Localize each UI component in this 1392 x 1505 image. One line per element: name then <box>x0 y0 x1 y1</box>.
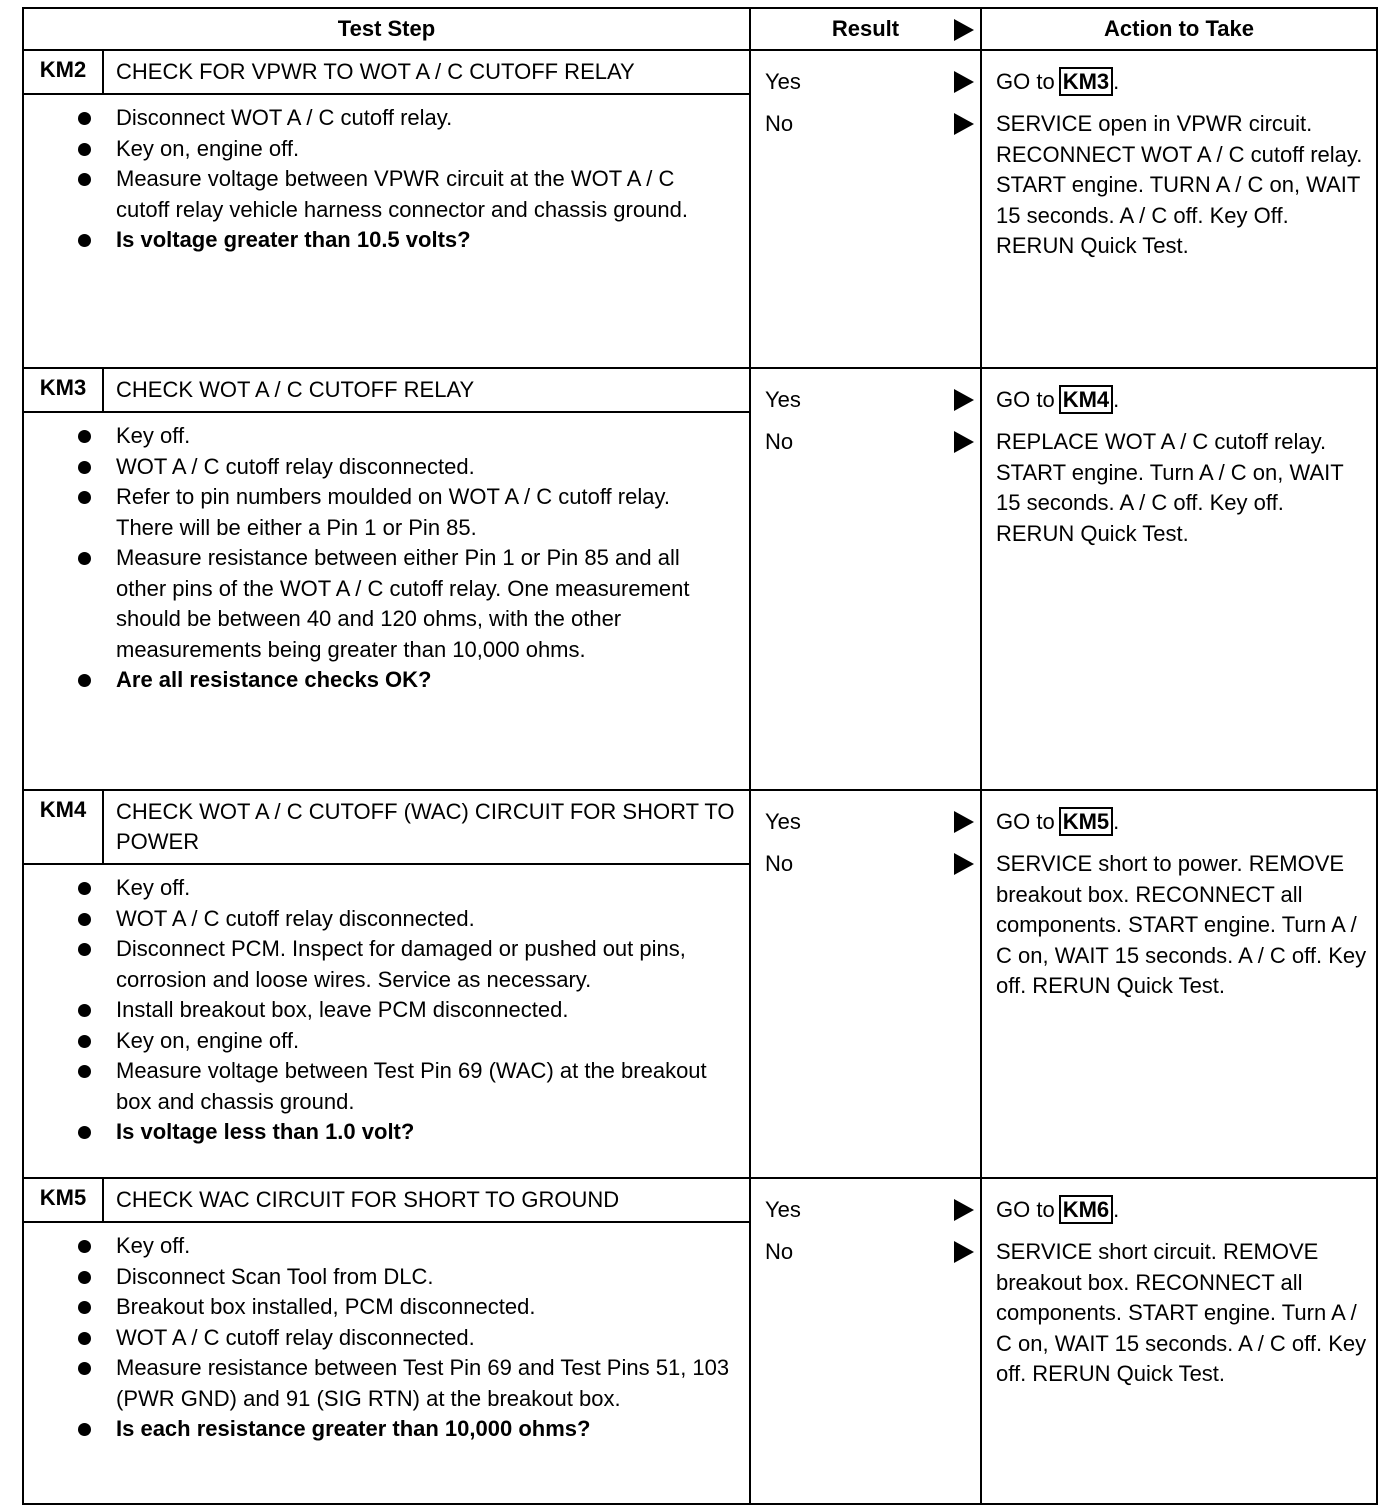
action-no: SERVICE short to power. REMOVE breakout box. RECONNECT all components. START engine. Turn A / C on, WAIT 15 seconds. A / C off. Key off. RERUN Quick Test. <box>996 851 1367 998</box>
step-question: Is each resistance greater than 10,000 ohms? <box>116 1414 733 1445</box>
result-no <box>751 427 980 469</box>
result-yes-label: Yes <box>765 69 801 94</box>
action-no: SERVICE short circuit. REMOVE breakout box. RECONNECT all components. START engine. Turn A / C on, WAIT 15 seconds. A / C off. Key off. RERUN Quick Test. <box>996 1239 1367 1386</box>
action-yes-suffix: . <box>1113 387 1120 412</box>
step-title: CHECK WAC CIRCUIT FOR SHORT TO GROUND <box>116 1187 620 1212</box>
step-question: Is voltage greater than 10.5 volts? <box>116 225 733 256</box>
action-yes <box>996 67 1368 109</box>
result-no <box>751 849 980 891</box>
test-step-cell <box>24 1179 751 1503</box>
result-no-label: No <box>765 851 794 876</box>
result-yes-label: Yes <box>765 387 801 412</box>
step-titlebar <box>24 1179 751 1223</box>
step-item-list <box>24 865 749 1154</box>
result-yes <box>751 807 980 849</box>
step-titlebar <box>24 791 751 865</box>
header-result-label: Result <box>831 16 900 41</box>
test-step-cell <box>24 791 751 1177</box>
action-yes <box>996 385 1368 427</box>
step-question: Are all resistance checks OK? <box>116 665 733 696</box>
result-yes-label: Yes <box>765 809 801 834</box>
step-item: Key on, engine off. <box>116 1026 733 1057</box>
table-row <box>24 369 1376 791</box>
result-no-label: No <box>765 111 794 136</box>
action-yes-prefix: GO to <box>996 809 1055 834</box>
action-cell <box>982 1179 1376 1503</box>
action-yes-suffix: . <box>1113 809 1120 834</box>
step-item: Measure resistance between Test Pin 69 and Test Pins 51, 103 (PWR GND) and 91 (SIG RTN) at the breakout box. <box>116 1353 733 1414</box>
result-cell <box>751 791 982 1177</box>
action-yes-suffix: . <box>1113 69 1120 94</box>
step-question: Is voltage less than 1.0 volt? <box>116 1117 733 1148</box>
step-item: Disconnect Scan Tool from DLC. <box>116 1262 733 1293</box>
arrow-right-icon <box>954 71 974 93</box>
action-no: REPLACE WOT A / C cutoff relay. START engine. Turn A / C on, WAIT 15 seconds. A / C off. Key off. RERUN Quick Test. <box>996 429 1344 546</box>
arrow-right-icon <box>954 1199 974 1221</box>
arrow-right-icon <box>954 1241 974 1263</box>
step-item-list <box>24 95 749 262</box>
step-reference: KM4 <box>1059 385 1113 414</box>
step-item: Measure voltage between Test Pin 69 (WAC) at the breakout box and chassis ground. <box>116 1056 733 1117</box>
arrow-right-icon <box>954 389 974 411</box>
result-cell <box>751 51 982 367</box>
header-action: Action to Take <box>1104 16 1254 41</box>
step-code: KM5 <box>24 1179 104 1221</box>
diagnostic-table <box>22 7 1378 1505</box>
header-result <box>751 9 982 49</box>
arrow-right-icon <box>954 853 974 875</box>
table-body <box>24 51 1376 1503</box>
step-item: Measure resistance between either Pin 1 or Pin 85 and all other pins of the WOT A / C cutoff relay. One measurement should be between 40 and 120 ohms, with the other measurements being greater than 10,000 ohms. <box>116 543 733 665</box>
result-no <box>751 1237 980 1279</box>
action-yes <box>996 807 1368 849</box>
step-item: Breakout box installed, PCM disconnected. <box>116 1292 733 1323</box>
step-reference: KM3 <box>1059 67 1113 96</box>
step-item: Disconnect WOT A / C cutoff relay. <box>116 103 733 134</box>
step-code: KM3 <box>24 369 104 411</box>
step-title: CHECK WOT A / C CUTOFF RELAY <box>116 377 475 402</box>
step-item: Key on, engine off. <box>116 134 733 165</box>
table-row <box>24 51 1376 369</box>
table-header <box>24 9 1376 51</box>
action-yes <box>996 1195 1368 1237</box>
step-item: Measure voltage between VPWR circuit at the WOT A / C cutoff relay vehicle harness connector and chassis ground. <box>116 164 733 225</box>
arrow-right-icon <box>954 113 974 135</box>
step-item: Key off. <box>116 421 733 452</box>
step-item: Refer to pin numbers moulded on WOT A / C cutoff relay. There will be either a Pin 1 or Pin 85. <box>116 482 733 543</box>
step-item: Disconnect PCM. Inspect for damaged or pushed out pins, corrosion and loose wires. Service as necessary. <box>116 934 733 995</box>
step-reference: KM6 <box>1059 1195 1113 1224</box>
step-title: CHECK WOT A / C CUTOFF (WAC) CIRCUIT FOR SHORT TO POWER <box>116 799 735 854</box>
action-yes-prefix: GO to <box>996 1197 1055 1222</box>
step-titlebar <box>24 369 751 413</box>
step-item: Key off. <box>116 873 733 904</box>
table-row <box>24 1179 1376 1503</box>
step-item: WOT A / C cutoff relay disconnected. <box>116 904 733 935</box>
result-no-label: No <box>765 429 794 454</box>
step-titlebar <box>24 51 751 95</box>
step-title: CHECK FOR VPWR TO WOT A / C CUTOFF RELAY <box>116 59 635 84</box>
header-test-step: Test Step <box>24 9 751 49</box>
test-step-cell <box>24 369 751 789</box>
step-item: Install breakout box, leave PCM disconnected. <box>116 995 733 1026</box>
step-code: KM4 <box>24 791 104 863</box>
result-yes <box>751 67 980 109</box>
step-item-list <box>24 1223 749 1451</box>
arrow-right-icon <box>954 19 974 41</box>
result-no-label: No <box>765 1239 794 1264</box>
action-yes-suffix: . <box>1113 1197 1120 1222</box>
result-yes-label: Yes <box>765 1197 801 1222</box>
result-cell <box>751 369 982 789</box>
arrow-right-icon <box>954 811 974 833</box>
test-step-cell <box>24 51 751 367</box>
step-reference: KM5 <box>1059 807 1113 836</box>
arrow-right-icon <box>954 431 974 453</box>
table-row <box>24 791 1376 1179</box>
action-cell <box>982 369 1376 789</box>
result-yes <box>751 1195 980 1237</box>
action-yes-prefix: GO to <box>996 387 1055 412</box>
step-item: WOT A / C cutoff relay disconnected. <box>116 452 733 483</box>
step-code: KM2 <box>24 51 104 93</box>
action-yes-prefix: GO to <box>996 69 1055 94</box>
result-yes <box>751 385 980 427</box>
step-item: WOT A / C cutoff relay disconnected. <box>116 1323 733 1354</box>
action-cell <box>982 791 1376 1177</box>
action-cell <box>982 51 1376 367</box>
step-item: Key off. <box>116 1231 733 1262</box>
action-no: SERVICE open in VPWR circuit. RECONNECT WOT A / C cutoff relay. START engine. TURN A / C on, WAIT 15 seconds. A / C off. Key Off. RERUN Quick Test. <box>996 111 1363 258</box>
step-item-list <box>24 413 749 702</box>
result-no <box>751 109 980 151</box>
result-cell <box>751 1179 982 1503</box>
